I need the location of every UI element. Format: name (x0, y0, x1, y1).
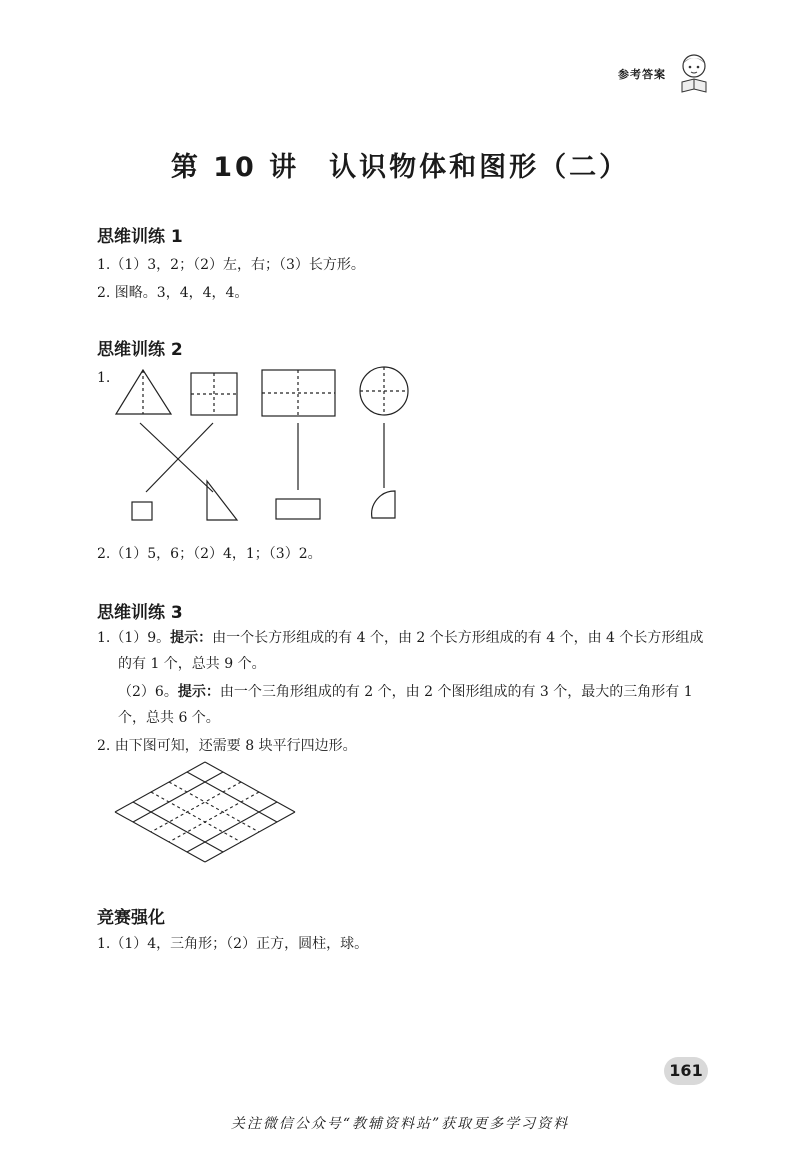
shapes-matching-figure (100, 365, 430, 530)
s3-q1a-pre: 1.（1）9。 (97, 630, 171, 646)
girl-reading-icon (676, 52, 712, 96)
s1-line-1: 1.（1）3，2；（2）左，右；（3）长方形。 (97, 257, 365, 273)
s3-q1b-cont: 个，总共 6 个。 (118, 710, 220, 726)
match-line-2 (146, 423, 213, 492)
page-title: 第 10 讲 认识物体和图形（二） (170, 152, 630, 183)
grid-line-a (187, 772, 277, 822)
grid-line-a (169, 782, 259, 832)
grid-line-b (169, 792, 259, 842)
grid-line-b (133, 772, 223, 822)
s3-q1a-cont: 的有 1 个，总共 9 个。 (118, 656, 266, 672)
section-title-3: 思维训练 3 (97, 603, 183, 623)
small-rectangle-piece (276, 499, 320, 519)
s3-q1a-tip: 提示： (170, 630, 213, 646)
s3-q1a-text: 由一个长方形组成的有 4 个，由 2 个长方形组成的有 4 个，由 4 个长方形组成 (212, 630, 704, 646)
grid-line-b (151, 782, 241, 832)
s3-q1a-line (97, 628, 703, 648)
section-title-4: 竞赛强化 (97, 908, 165, 928)
s3-q1b-tip: 提示： (177, 684, 220, 700)
small-square-piece (132, 502, 152, 520)
grid-line-b (205, 812, 295, 862)
header-label: 参考答案 (618, 68, 666, 81)
section-title-2: 思维训练 2 (97, 340, 183, 360)
page-number: 161 (664, 1057, 708, 1085)
footer-note: 关注微信公众号“教辅资料站”获取更多学习资料 (230, 1116, 570, 1132)
grid-line-a (115, 812, 205, 862)
s3-q2-line: 2. 由下图可知，还需要 8 块平行四边形。 (97, 738, 357, 754)
s1-line-2: 2. 图略。3，4，4，4。 (97, 285, 249, 301)
s3-q1b-text: 由一个三角形组成的有 2 个，由 2 个图形组成的有 3 个，最大的三角形有 1 (219, 684, 693, 700)
s2-after-line: 2.（1）5，6；（2）4，1；（3）2。 (97, 546, 322, 562)
s4-line-1: 1.（1）4，三角形；（2）正方，圆柱，球。 (97, 936, 369, 952)
triangle-piece (207, 481, 237, 520)
match-line-1 (140, 423, 213, 492)
quarter-circle-piece (372, 491, 395, 518)
grid-line-a (133, 802, 223, 852)
grid-line-a (205, 762, 295, 812)
s3-q1b-line (118, 682, 693, 702)
grid-line-a (151, 792, 241, 842)
grid-line-b (187, 802, 277, 852)
s3-q1b-pre: （2）6。 (118, 684, 178, 700)
s2-item1-label: 1. (97, 370, 111, 386)
parallelogram-grid-figure (110, 760, 300, 866)
grid-line-b (115, 762, 205, 812)
section-title-1: 思维训练 1 (97, 227, 183, 247)
